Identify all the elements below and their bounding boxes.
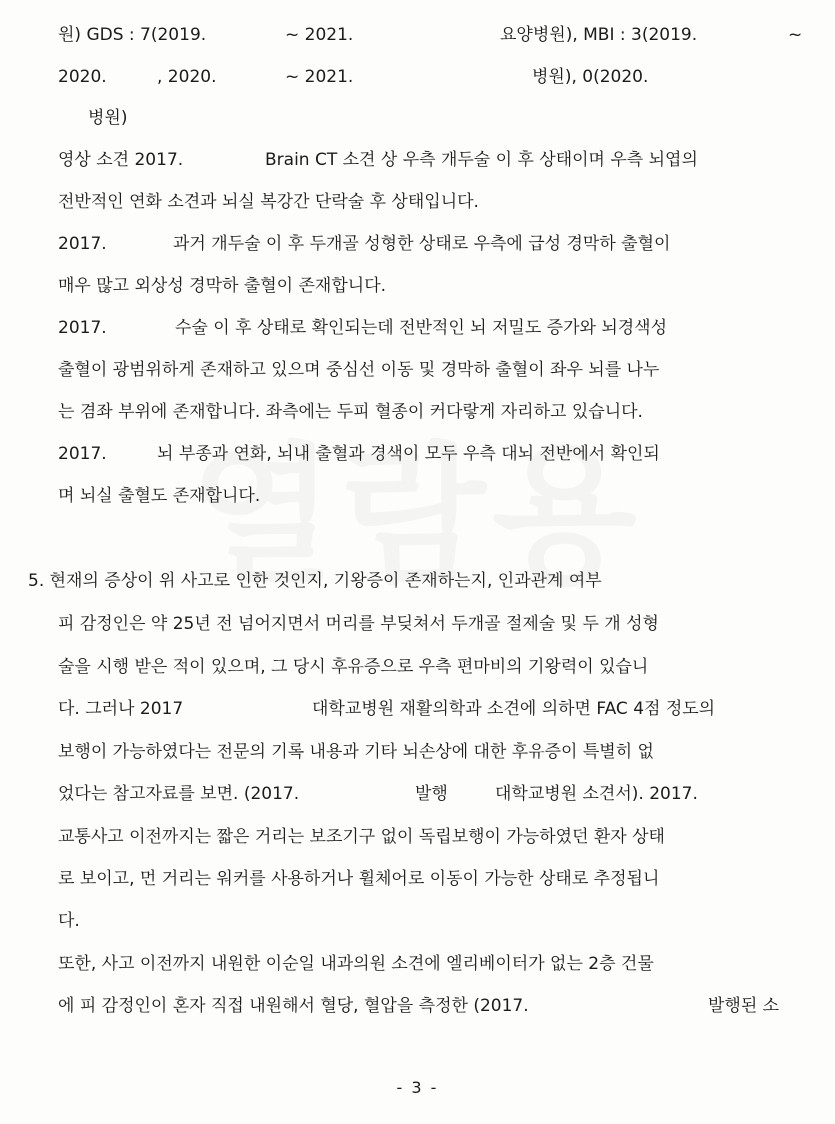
text-segment: 영상 소견 2017. xyxy=(58,150,184,170)
imaging-line-8 xyxy=(0,443,835,465)
imaging-line-9: 며 뇌실 출혈도 존재합니다. xyxy=(58,486,261,506)
section-5-line-3 xyxy=(0,698,835,720)
text-segment: , 2020. xyxy=(157,67,217,87)
top-line-2 xyxy=(0,66,835,88)
section-5-line-8: 다. xyxy=(58,911,80,931)
text-segment: 었다는 참고자료를 보면. (2017. xyxy=(58,784,300,804)
section-5-line-5 xyxy=(0,783,835,805)
text-segment: 에 피 감정인이 혼자 직접 내원해서 혈당, 혈압을 측정한 (2017. xyxy=(58,996,529,1016)
section-5-line-4: 보행이 가능하였다는 전문의 기록 내용과 기타 뇌손상에 대한 후유증이 특별히 없 xyxy=(58,742,654,762)
section-5-line-7: 로 보이고, 먼 거리는 워커를 사용하거나 휠체어로 이동이 가능한 상태로 추정됩니 xyxy=(58,869,660,889)
text-segment: ~ xyxy=(788,25,803,45)
text-segment: 발행된 소 xyxy=(708,996,780,1016)
section-5-line-9: 또한, 사고 이전까지 내원한 이순일 내과의원 소견에 엘리베이터가 없는 2층 건물 xyxy=(58,954,654,974)
text-segment: 발행 xyxy=(415,784,448,804)
imaging-line-2: 전반적인 연화 소견과 뇌실 복강간 단락술 후 상태입니다. xyxy=(58,192,479,212)
text-segment: 2017. xyxy=(58,444,107,464)
text-segment: 2017. xyxy=(58,234,107,254)
text-segment: 2017. xyxy=(58,318,107,338)
text-segment: 다. 그러나 2017 xyxy=(58,699,184,719)
top-line-3 xyxy=(0,107,835,129)
imaging-line-5 xyxy=(0,317,835,339)
text-segment: Brain CT 소견 상 우측 개두술 이 후 상태이며 우측 뇌엽의 xyxy=(265,150,698,170)
text-segment: ~ 2021. xyxy=(285,67,354,87)
imaging-line-6: 출혈이 광범위하게 존재하고 있으며 중심선 이동 및 경막하 출혈이 좌우 뇌를 나누 xyxy=(58,360,660,380)
text-segment: 병원) xyxy=(88,108,128,128)
text-segment: 대학교병원 재활의학과 소견에 의하면 FAC 4점 정도의 xyxy=(312,699,716,719)
imaging-line-4: 매우 많고 외상성 경막하 출혈이 존재합니다. xyxy=(58,276,387,296)
text-segment: 원) GDS : 7(2019. xyxy=(58,25,207,45)
top-line-1 xyxy=(0,24,835,46)
imaging-line-3 xyxy=(0,233,835,255)
text-segment: ~ 2021. xyxy=(285,25,354,45)
text-segment: 뇌 부종과 연화, 뇌내 출혈과 경색이 모두 우측 대뇌 전반에서 확인되 xyxy=(157,444,660,464)
text-segment: 2020. xyxy=(58,67,107,87)
imaging-line-7: 는 겸좌 부위에 존재합니다. 좌측에는 두피 혈종이 커다랗게 자리하고 있습니다. xyxy=(58,402,643,422)
page-number: - 3 - xyxy=(396,1078,439,1097)
section-5-title: 5. 현재의 증상이 위 사고로 인한 것인지, 기왕증이 존재하는지, 인과관계 여부 xyxy=(28,571,602,591)
section-5-line-2: 술을 시행 받은 적이 있으며, 그 당시 후유증으로 우측 편마비의 기왕력이 있습니 xyxy=(58,657,649,677)
section-5-line-1: 피 감정인은 약 25년 전 넘어지면서 머리를 부딪쳐서 두개골 절제술 및 두 개 성형 xyxy=(58,614,659,634)
text-segment: 병원), 0(2020. xyxy=(532,67,649,87)
text-segment: 요양병원), MBI : 3(2019. xyxy=(500,25,698,45)
text-segment: 대학교병원 소견서). 2017. xyxy=(495,784,698,804)
imaging-line-1 xyxy=(0,149,835,171)
section-5-line-6: 교통사고 이전까지는 짧은 거리는 보조기구 없이 독립보행이 가능하였던 환자 상태 xyxy=(58,827,665,847)
text-segment: 수술 이 후 상태로 확인되는데 전반적인 뇌 저밀도 증가와 뇌경색성 xyxy=(175,318,668,338)
text-segment: 과거 개두술 이 후 두개골 성형한 상태로 우측에 급성 경막하 출혈이 xyxy=(173,234,671,254)
section-5-line-10 xyxy=(0,995,835,1017)
